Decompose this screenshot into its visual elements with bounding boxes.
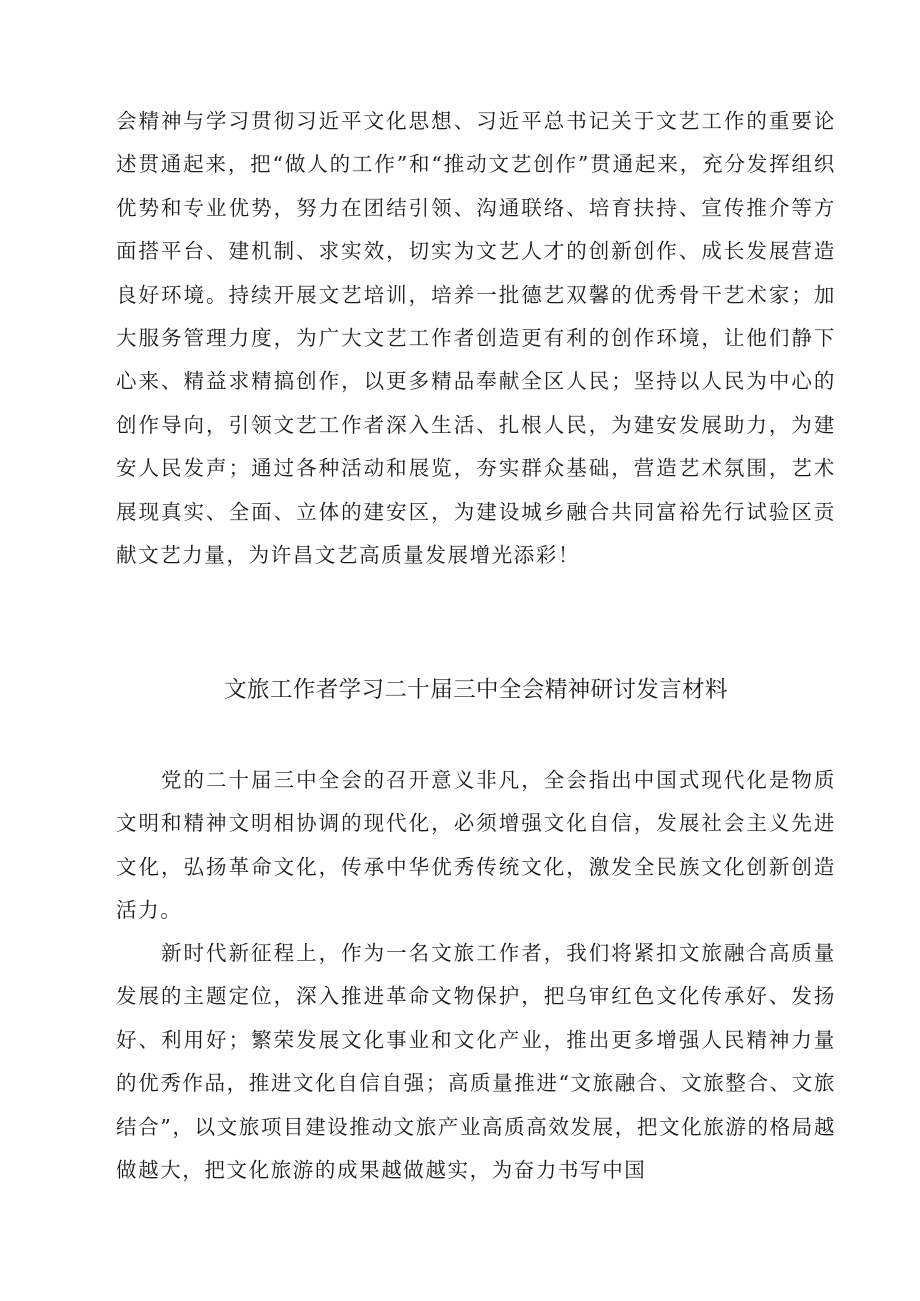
body-paragraph-intro: 党的二十届三中全会的召开意义非凡，全会指出中国式现代化是物质文明和精神文明相协调的现代化，必须增强文化自信，发展社会主义先进文化，弘扬革命文化，传承中华优秀传统文化，激发全民族文化创新创造活力。 [116, 768, 836, 923]
body-paragraph-main: 新时代新征程上，作为一名文旅工作者，我们将紧扣文旅融合高质量发展的主题定位，深入推进革命文物保护，把乌审红色文化传承好、发扬好、利用好；繁荣发展文化事业和文化产业，推出更多增强人民精神力量的优秀作品，推进文化自信自强；高质量推进“文旅融合、文旅整合、文旅结合”，以文旅项目建设推动文旅产业高质高效发展，把文化旅游的格局越做越大，把文化旅游的成果越做越实，为奋力书写中国 [116, 941, 836, 1183]
body-paragraph-continued: 会精神与学习贯彻习近平文化思想、习近平总书记关于文艺工作的重要论述贯通起来，把“做人的工作”和“推动文艺创作”贯通起来，充分发挥组织优势和专业优势，努力在团结引领、沟通联络、培育扶持、宣传推介等方面搭平台、建机制、求实效，切实为文艺人才的创新创作、成长发展营造良好环境。持续开展文艺培训，培养一批德艺双馨的优秀骨干艺术家；加大服务管理力度，为广大文艺工作者创造更有利的创作环境，让他们静下心来、精益求精搞创作，以更多精品奉献全区人民；坚持以人民为中心的创作导向，引领文艺工作者深入生活、扎根人民，为建安发展助力，为建安人民发声；通过各种活动和展览，夯实群众基础，营造艺术氛围，艺术展现真实、全面、立体的建安区，为建设城乡融合共同富裕先行试验区贡献文艺力量，为许昌文艺高质量发展增光添彩！ [116, 109, 836, 568]
section-title: 文旅工作者学习二十届三中全会精神研讨发言材料 [224, 677, 728, 703]
